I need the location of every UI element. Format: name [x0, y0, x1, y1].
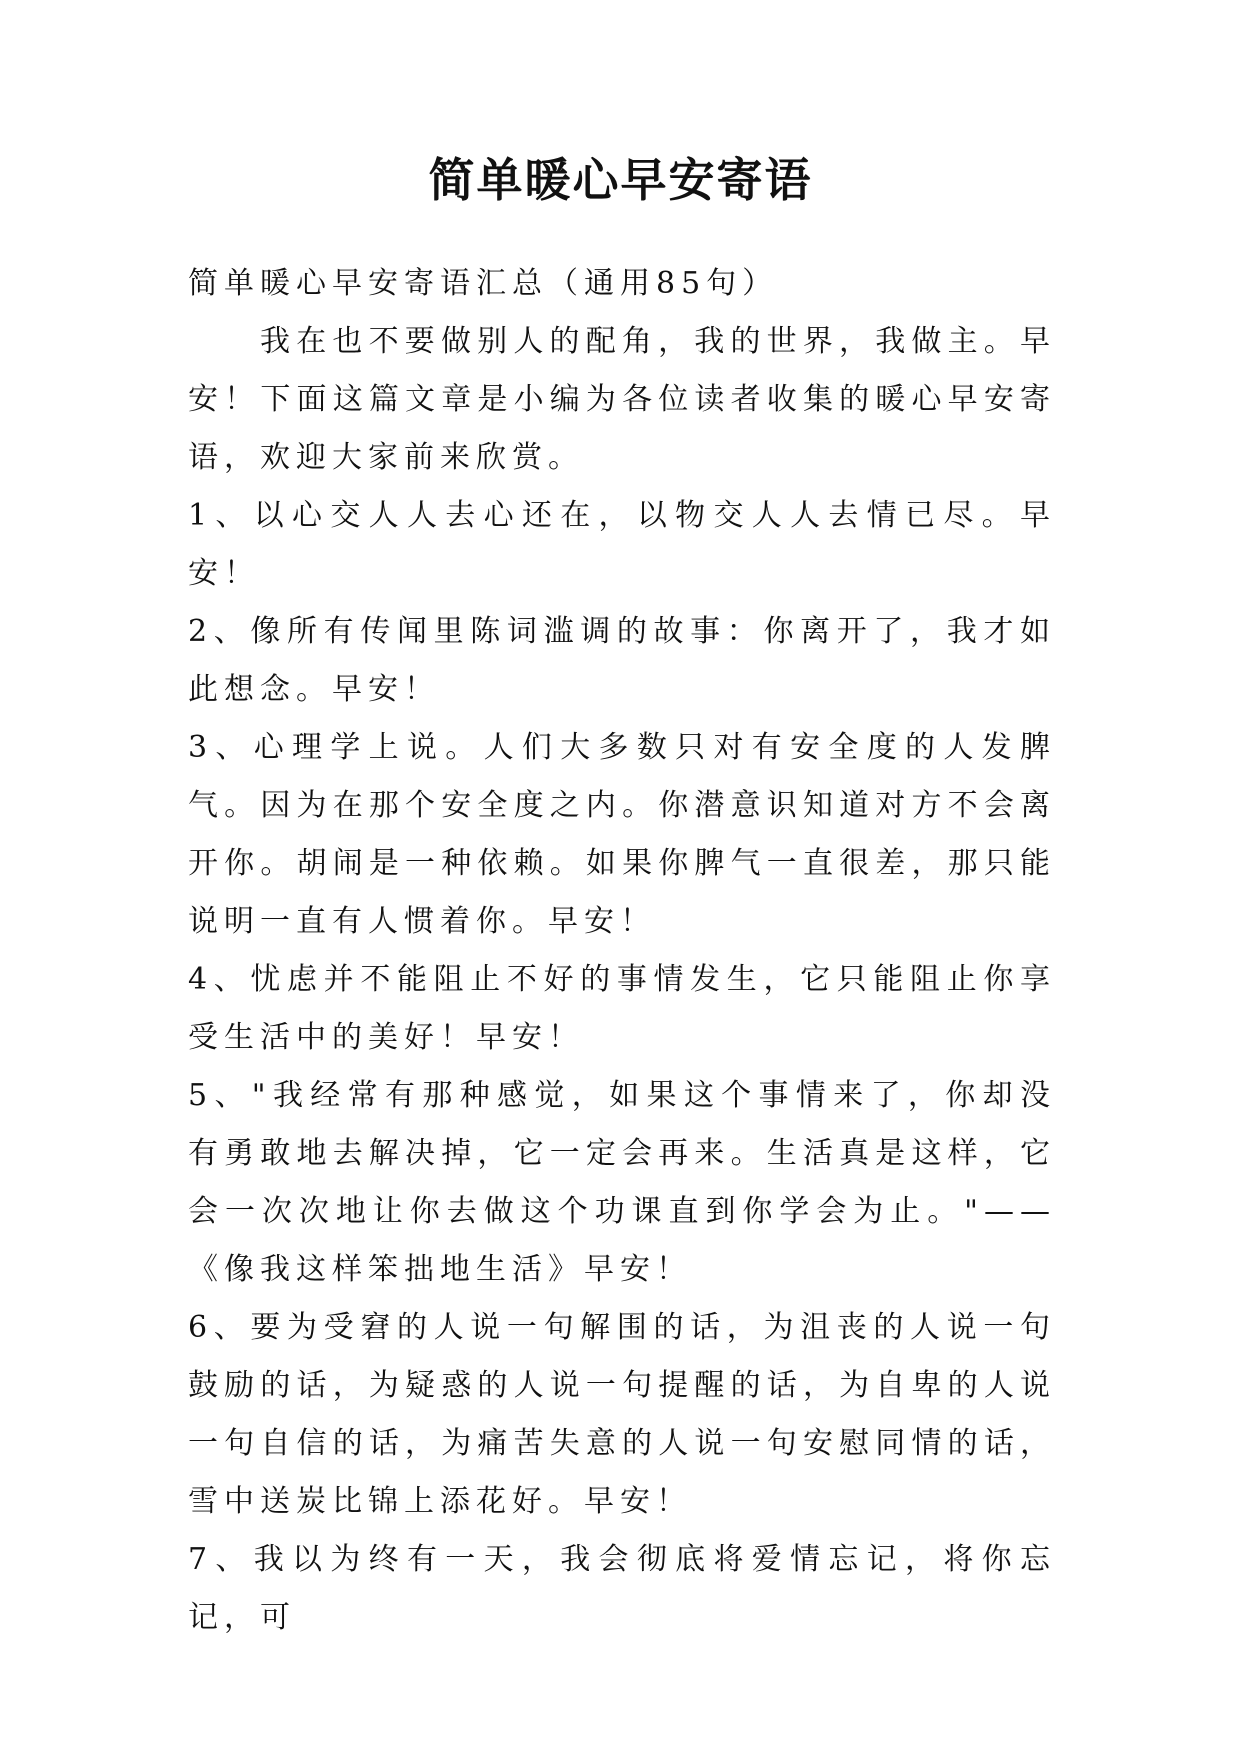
quote-item-3: 3、心理学上说。人们大多数只对有安全度的人发脾气。因为在那个安全度之内。你潜意识知道对方不会离开你。胡闹是一种依赖。如果你脾气一直很差，那只能说明一直有人惯着你。早安！: [188, 730, 1056, 939]
subtitle-paragraph: 简单暖心早安寄语汇总（通用85句）: [188, 266, 779, 301]
quote-item-5: 5、"我经常有那种感觉，如果这个事情来了，你却没有勇敢地去解决掉，它一定会再来。生活真是这样，它会一次次地让你去做这个功课直到你学会为止。"——《像我这样笨拙地生活》早安！: [188, 1078, 1056, 1287]
quote-item-7: 7、我以为终有一天，我会彻底将爱情忘记，将你忘记，可: [188, 1542, 1056, 1635]
document-body: [188, 255, 1056, 1647]
quote-item-1: 1、以心交人人去心还在，以物交人人去情已尽。早安！: [188, 498, 1056, 591]
quote-item-4: 4、忧虑并不能阻止不好的事情发生，它只能阻止你享受生活中的美好！早安！: [188, 962, 1056, 1055]
intro-paragraph: 我在也不要做别人的配角，我的世界，我做主。早安！下面这篇文章是小编为各位读者收集的暖心早安寄语，欢迎大家前来欣赏。: [188, 324, 1056, 475]
quote-item-2: 2、像所有传闻里陈词滥调的故事：你离开了，我才如此想念。早安！: [188, 614, 1056, 707]
quote-item-6: 6、要为受窘的人说一句解围的话，为沮丧的人说一句鼓励的话，为疑惑的人说一句提醒的话，为自卑的人说一句自信的话，为痛苦失意的人说一句安慰同情的话，雪中送炭比锦上添花好。早安！: [188, 1310, 1056, 1519]
document-title: 简单暖心早安寄语: [428, 153, 813, 207]
